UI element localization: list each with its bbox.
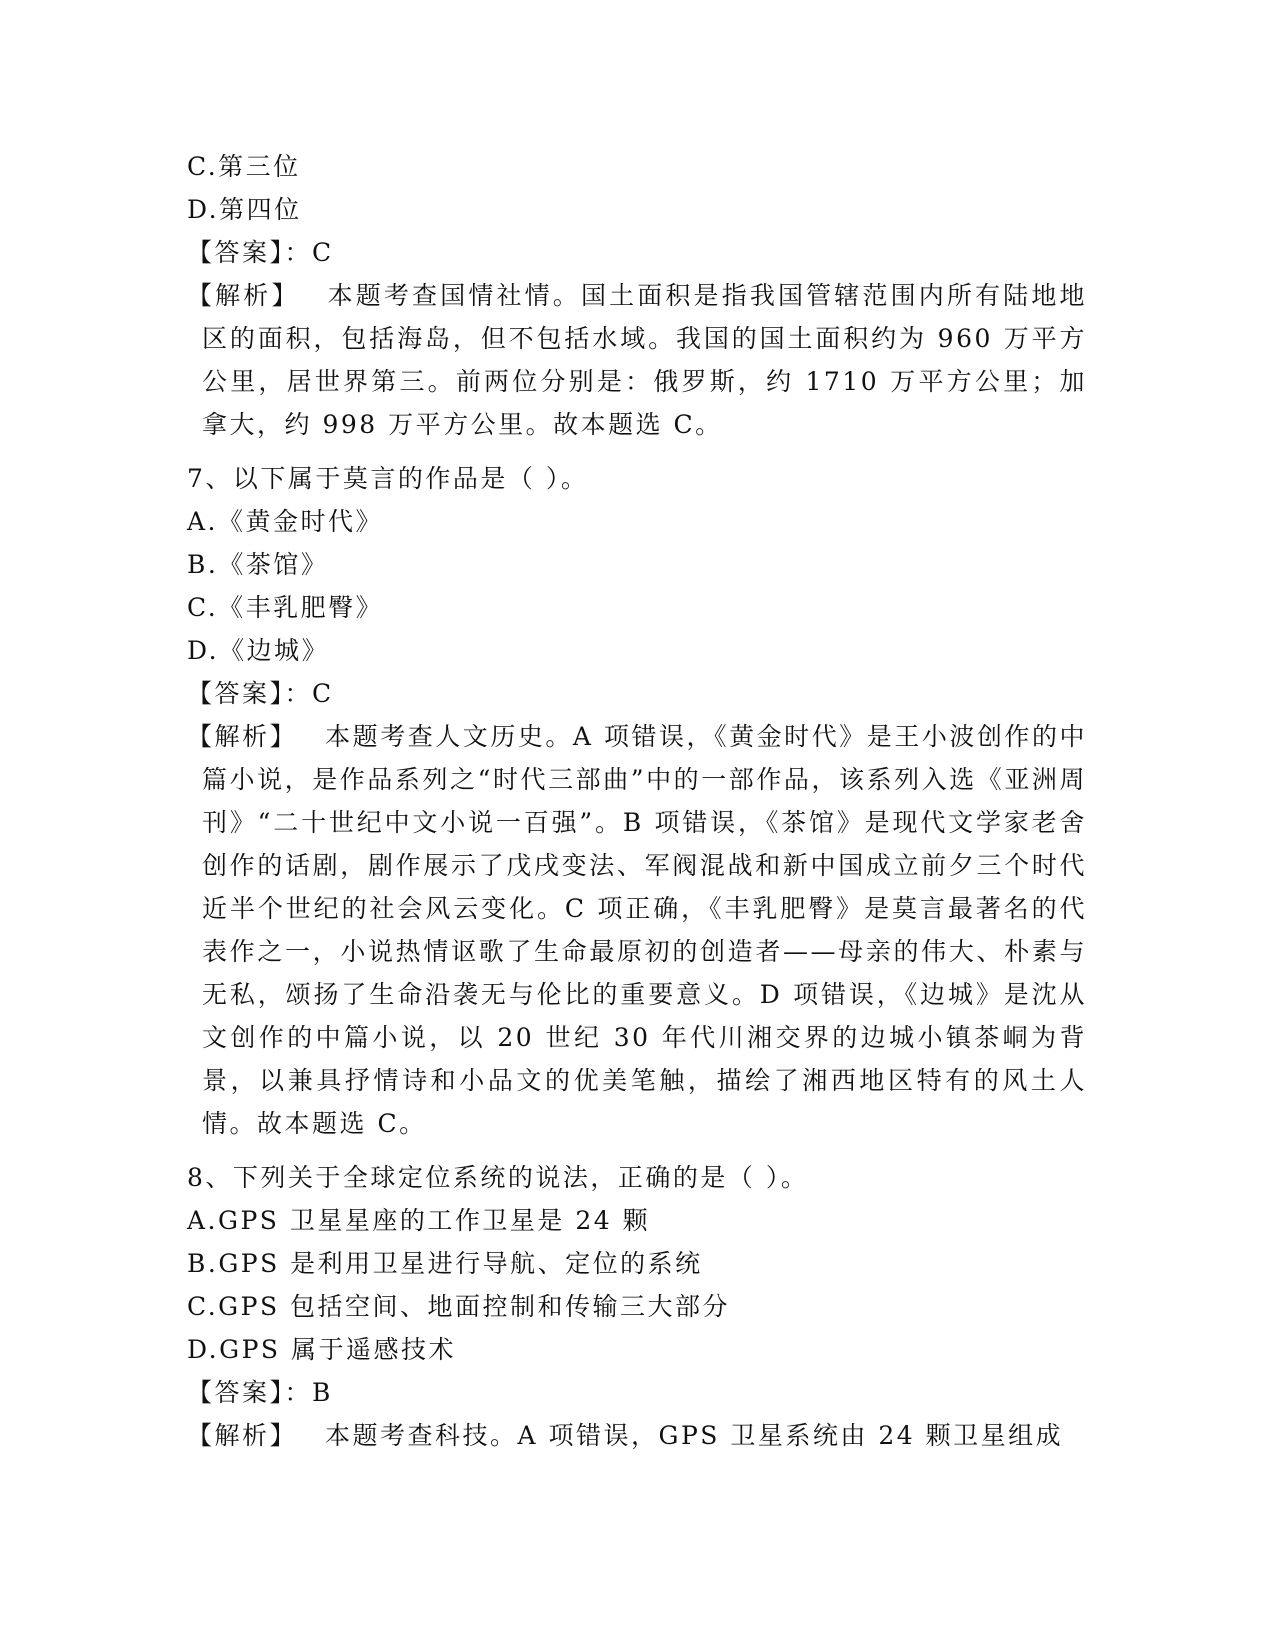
q6-analysis [187,274,1087,446]
q7-option-c: C.《丰乳肥臀》 [187,593,384,622]
q8-option-d: D.GPS 属于遥感技术 [187,1335,456,1364]
q7-analysis [187,715,1087,1145]
answer-value: C [312,238,334,267]
q6-option-c: C.第三位 [187,152,301,181]
q8-answer [187,1371,1087,1414]
q7-option-d: D.《边城》 [187,636,330,665]
document-content [187,145,1087,1457]
q6-option-d: D.第四位 [187,195,302,224]
spacer [187,1145,1087,1156]
analysis-text: 本题考查人文历史。A 项错误，《黄金时代》是王小波创作的中篇小说，是作品系列之“时代三部曲”中的一部作品，该系列入选《亚洲周刊》“二十世纪中文小说一百强”。B 项错误，《茶馆》是现代文学家老舍创作的话剧，剧作展示了戊戌变法、军阀混战和新中国成立前夕三个时代近半个世纪的社会风云变化。C 项正确，《丰乳肥臀》是莫言最著名的代表作之一，小说热情讴歌了生命最原初的创造者——母亲的伟大、朴素与无私，颂扬了生命沿袭无与伦比的重要意义。D 项错误，《边城》是沈从文创作的中篇小说，以 20 世纪 30 年代川湘交界的边城小镇茶峒为背景，以兼具抒情诗和小品文的优美笔触，描绘了湘西地区特有的风土人情。故本题选 C。 [202,722,1087,1138]
answer-label: 【答案】： [187,679,313,708]
analysis-text: 本题考查科技。A 项错误，GPS 卫星系统由 24 颗卫星组成 [325,1421,1064,1450]
q7-option-b: B.《茶馆》 [187,550,329,579]
analysis-label: 【解析】 [187,1421,298,1450]
q6-answer [187,231,1087,274]
q7-stem: 7、以下属于莫言的作品是（ ）。 [187,464,589,493]
q8-option-c: C.GPS 包括空间、地面控制和传输三大部分 [187,1292,731,1321]
analysis-label: 【解析】 [187,281,300,310]
q8-stem: 8、下列关于全球定位系统的说法，正确的是（ ）。 [187,1163,809,1192]
answer-label: 【答案】： [187,238,313,267]
analysis-label: 【解析】 [187,722,298,751]
analysis-text: 本题考查国情社情。国土面积是指我国管辖范围内所有陆地地区的面积，包括海岛，但不包括水域。我国的国土面积约为 960 万平方公里，居世界第三。前两位分别是：俄罗斯，约 1710 万平方公里；加拿大，约 998 万平方公里。故本题选 C。 [202,281,1087,439]
spacer [187,446,1087,457]
q8-analysis [187,1414,1087,1457]
q7-answer [187,672,1087,715]
q7-option-a: A.《黄金时代》 [187,507,384,536]
answer-value: B [312,1378,333,1407]
answer-value: C [312,679,334,708]
answer-label: 【答案】： [187,1378,313,1407]
q8-option-a: A.GPS 卫星星座的工作卫星是 24 颗 [187,1206,651,1235]
q8-option-b: B.GPS 是利用卫星进行导航、定位的系统 [187,1249,703,1278]
